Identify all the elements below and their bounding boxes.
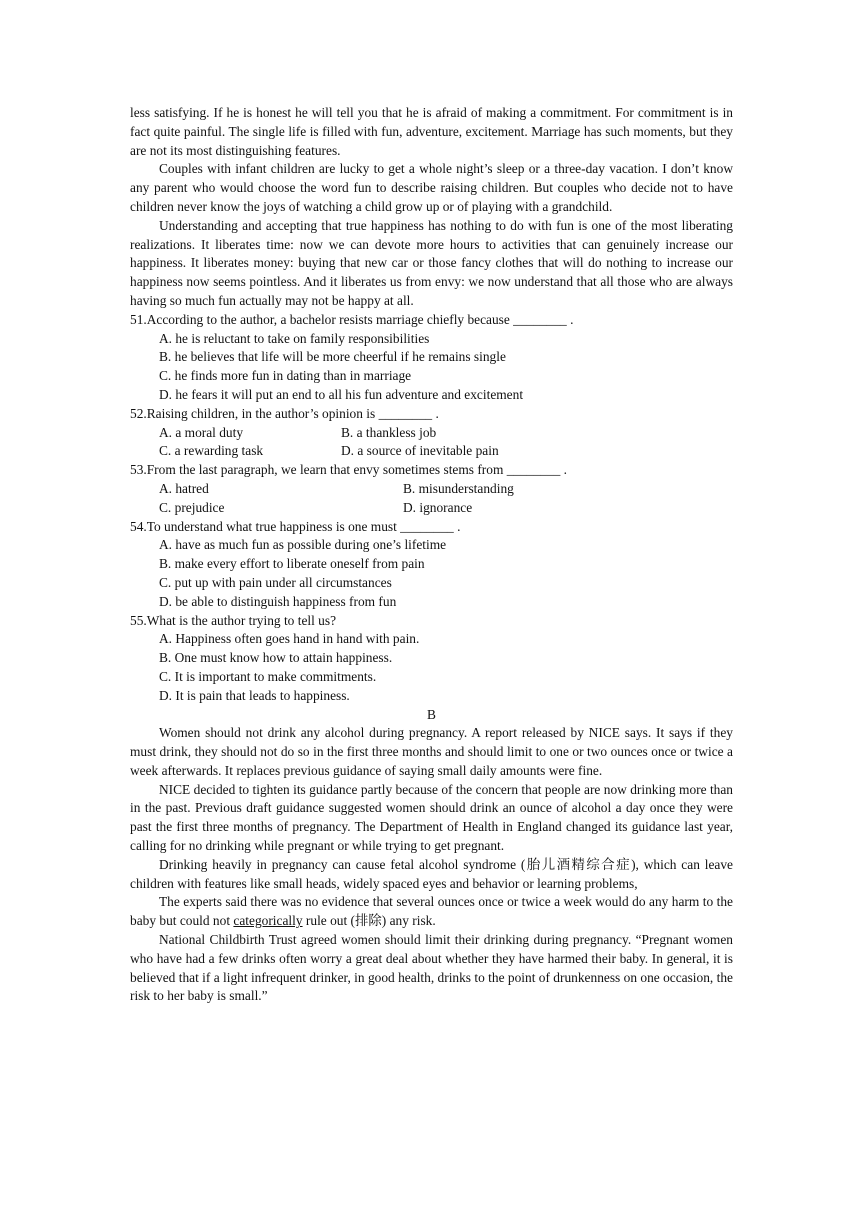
question-55 [130, 612, 733, 706]
option-b: B. a thankless job [341, 424, 437, 440]
question-52 [130, 405, 733, 461]
option-row [159, 442, 733, 461]
option-c: C. put up with pain under all circumstances [159, 574, 392, 590]
passage-b-paragraph-1: Women should not drink any alcohol during pregnancy. A report released by NICE says. It says if they must drink, they should not do so in the first three months and should limit to one or two ounces once or twice a week afterwards. It replaces previous guidance of saying small daily amounts were fine. [130, 725, 733, 778]
option-a: A. Happiness often goes hand in hand with pain. [159, 631, 420, 647]
passage-a-paragraph-1: less satisfying. If he is honest he will tell you that he is afraid of making a commitment. For commitment is in fact quite painful. The single life is filled with fun, adventure, excitement. Marriage has such moments, but they are not its most distinguishing features. [130, 105, 733, 158]
option-d: D. It is pain that leads to happiness. [159, 687, 350, 703]
option-c: C. prejudice [159, 499, 225, 515]
question-stem: 54.To understand what true happiness is one must ________ . [130, 518, 461, 534]
option-c: C. a rewarding task [159, 443, 264, 459]
option-b: B. misunderstanding [403, 480, 514, 496]
option-b: B. One must know how to attain happiness. [159, 650, 393, 666]
option-d: D. ignorance [403, 499, 473, 515]
option-a: A. he is reluctant to take on family responsibilities [159, 330, 430, 346]
passage-b-paragraph-2: NICE decided to tighten its guidance partly because of the concern that people are now drinking more than in the past. Previous draft guidance suggested women should drink an ounce of alcohol a day once they were past the first three months of pregnancy. The Department of Health in England changed its guidance last year, calling for no drinking while pregnant or while trying to get pregnant. [130, 781, 733, 854]
question-stem: 52.Raising children, in the author’s opinion is ________ . [130, 405, 439, 421]
option-row [159, 424, 733, 443]
passage-a-paragraph-3: Understanding and accepting that true happiness has nothing to do with fun is one of the most liberating realizations. It liberates time: now we can devote more hours to activities that can genuinely increase our happiness. It liberates money: buying that new car or those fancy clothes that will do nothing to increase our happiness now seems pointless. And it liberates us from envy: we now understand that all those who are always having so much fun actually may not be happy at all. [130, 217, 733, 308]
option-row [159, 480, 733, 499]
question-54 [130, 518, 733, 612]
passage-a-paragraph-2: Couples with infant children are lucky to get a whole night’s sleep or a three-day vacation. I don’t know any parent who would choose the word fun to describe raising children. But couples who decide not to have children never know the joys of watching a child grow up or of playing with a grandchild. [130, 161, 733, 214]
option-row [159, 499, 733, 518]
passage-b-paragraph-5: National Childbirth Trust agreed women should limit their drinking during pregnancy. “Pregnant women who have had a few drinks often worry a great deal about whether they have harmed their baby. In general, it is believed that if a light infrequent drinker, in good health, drinks to the point of drunkenness on one occasion, the risk to her baby is small.” [130, 932, 733, 1004]
document-page [130, 104, 733, 1006]
underlined-word: categorically [233, 913, 303, 929]
question-stem: 51.According to the author, a bachelor resists marriage chiefly because ________ . [130, 311, 574, 327]
question-51 [130, 311, 733, 405]
option-a: A. a moral duty [159, 424, 244, 440]
option-c: C. he finds more fun in dating than in marriage [159, 368, 412, 384]
option-a: A. hatred [159, 480, 209, 496]
option-a: A. have as much fun as possible during one’s lifetime [159, 537, 447, 553]
question-stem: 55.What is the author trying to tell us? [130, 612, 337, 628]
paragraph-text: The experts said there was no evidence that several ounces once or twice a week would do any harm to the baby but could not [130, 894, 733, 929]
option-d: D. he fears it will put an end to all his fun adventure and excitement [159, 386, 524, 402]
option-b: B. he believes that life will be more cheerful if he remains single [159, 349, 506, 365]
option-d: D. be able to distinguish happiness from fun [159, 593, 397, 609]
passage-b-paragraph-3: Drinking heavily in pregnancy can cause fetal alcohol syndrome (胎儿酒精综合症), which can leave children with features like small heads, widely spaced eyes and behavior or learning problems, [130, 856, 733, 891]
section-heading-b: B [427, 706, 436, 722]
question-53 [130, 461, 733, 517]
option-c: C. It is important to make commitments. [159, 668, 377, 684]
option-b: B. make every effort to liberate oneself from pain [159, 556, 425, 572]
paragraph-text: rule out (排除) any risk. [302, 913, 436, 929]
passage-b-paragraph-4 [130, 893, 733, 931]
option-d: D. a source of inevitable pain [341, 443, 499, 459]
question-stem: 53.From the last paragraph, we learn that envy sometimes stems from ________ . [130, 462, 567, 478]
